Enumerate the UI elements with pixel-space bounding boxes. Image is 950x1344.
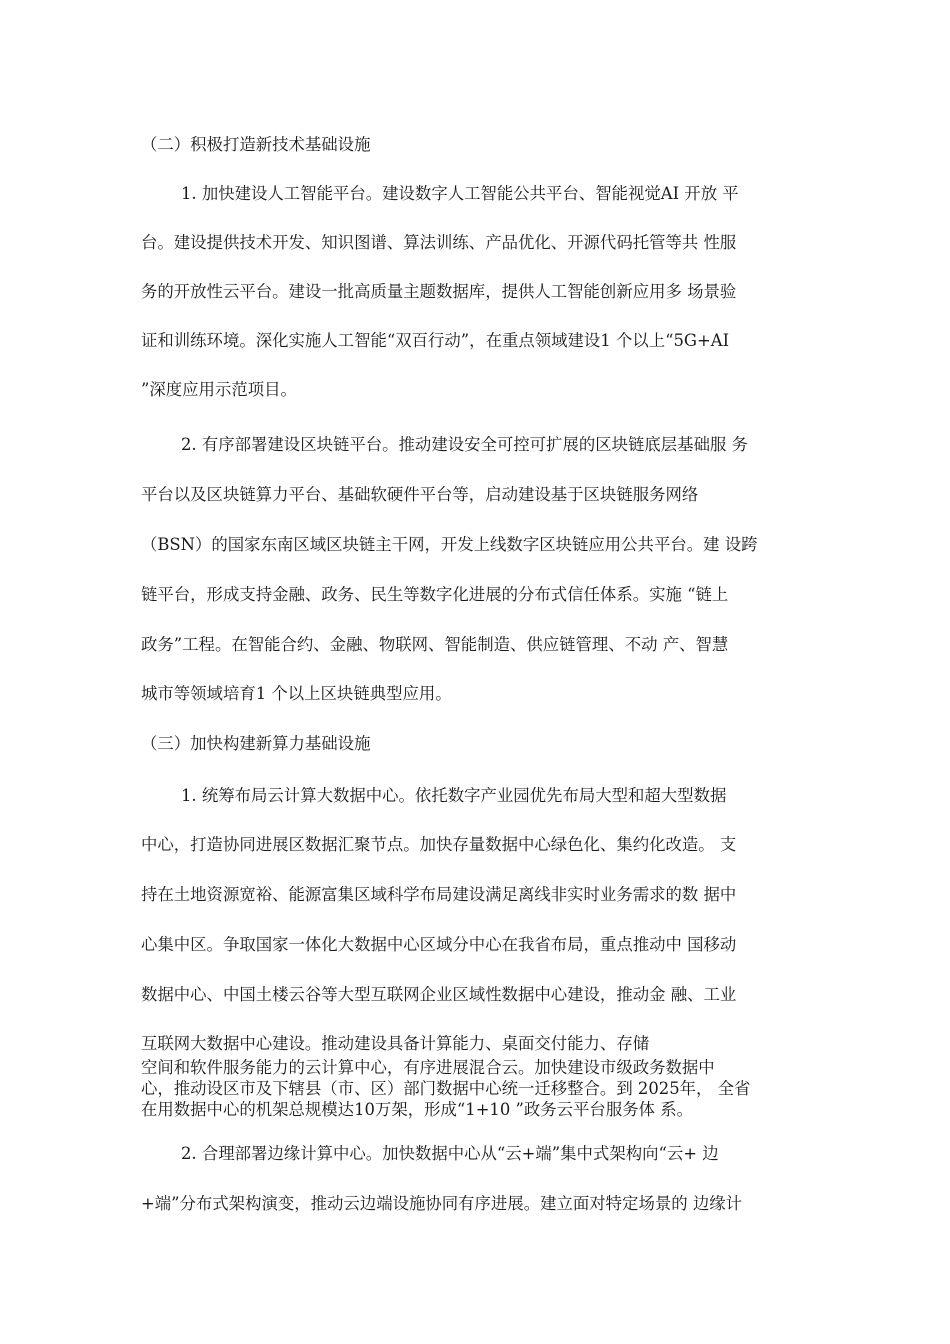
- paragraph-line: 2. 合理部署边缘计算中心。加快数据中心从“云+端”集中式架构向“云+ 边: [181, 1144, 719, 1163]
- paragraph-line: 中心，打造协同进展区数据汇聚节点。加快存量数据中心绿色化、集约化改造。 支: [141, 835, 737, 854]
- paragraph-line: 台。建设提供技术开发、知识图谱、算法训练、产品优化、开源代码托管等共 性服: [141, 233, 737, 252]
- paragraph-line: 务的开放性云平台。建设一批高质量主题数据库，提供人工智能创新应用多 场景验: [141, 282, 737, 301]
- paragraph-line: （BSN）的国家东南区域区块链主干网，开发上线数字区块链应用公共平台。建 设跨: [141, 535, 758, 554]
- paragraph-line: 平台以及区块链算力平台、基础软硬件平台等，启动建设基于区块链服务网络: [141, 485, 699, 504]
- paragraph-line: 在用数据中心的机架总规模达10万架，形成“1+10 ”政务云平台服务体 系。: [141, 1100, 693, 1119]
- paragraph-line: +端”分布式架构演变，推动云边端设施协同有序进展。建立面对特定场景的 边缘计: [141, 1194, 742, 1213]
- paragraph-line: 链平台，形成支持金融、政务、民生等数字化进展的分布式信任体系。实施 “链上: [141, 585, 729, 604]
- paragraph-line: 1. 加快建设人工智能平台。建设数字人工智能公共平台、智能视觉AI 开放 平: [181, 184, 739, 203]
- paragraph-line: 心集中区。争取国家一体化大数据中心区域分中心在我省布局，重点推动中 国移动: [141, 935, 737, 954]
- paragraph-line: 城市等领域培育1 个以上区块链典型应用。: [141, 684, 452, 703]
- paragraph-line: 1. 统筹布局云计算大数据中心。依托数字产业园优先布局大型和超大型数据: [181, 786, 727, 805]
- section-heading-2: （二）积极打造新技术基础设施: [141, 135, 371, 154]
- paragraph-line: 数据中心、中国土楼云谷等大型互联网企业区域性数据中心建设，推动金 融、工业: [141, 985, 737, 1004]
- paragraph-line: 互联网大数据中心建设。推动建设具备计算能力、桌面交付能力、存储: [141, 1034, 650, 1053]
- paragraph-line: 证和训练环境。深化实施人工智能“双百行动”，在重点领域建设1 个以上“5G+AI: [141, 331, 730, 350]
- paragraph-line: 空间和软件服务能力的云计算中心，有序进展混合云。加快建设市级政务数据中: [141, 1058, 715, 1077]
- section-heading-3: （三）加快构建新算力基础设施: [141, 734, 371, 753]
- paragraph-line: 2. 有序部署建设区块链平台。推动建设安全可控可扩展的区块链底层基础服 务: [181, 435, 748, 454]
- paragraph-line: ”深度应用示范项目。: [141, 380, 297, 399]
- paragraph-line: 心，推动设区市及下辖县（市、区）部门数据中心统一迁移整合。到 2025年， 全省: [141, 1079, 751, 1098]
- paragraph-line: 政务”工程。在智能合约、金融、物联网、智能制造、供应链管理、不动 产、智慧: [141, 635, 729, 654]
- paragraph-line: 持在土地资源宽裕、能源富集区域科学布局建设满足离线非实时业务需求的数 据中: [141, 885, 737, 904]
